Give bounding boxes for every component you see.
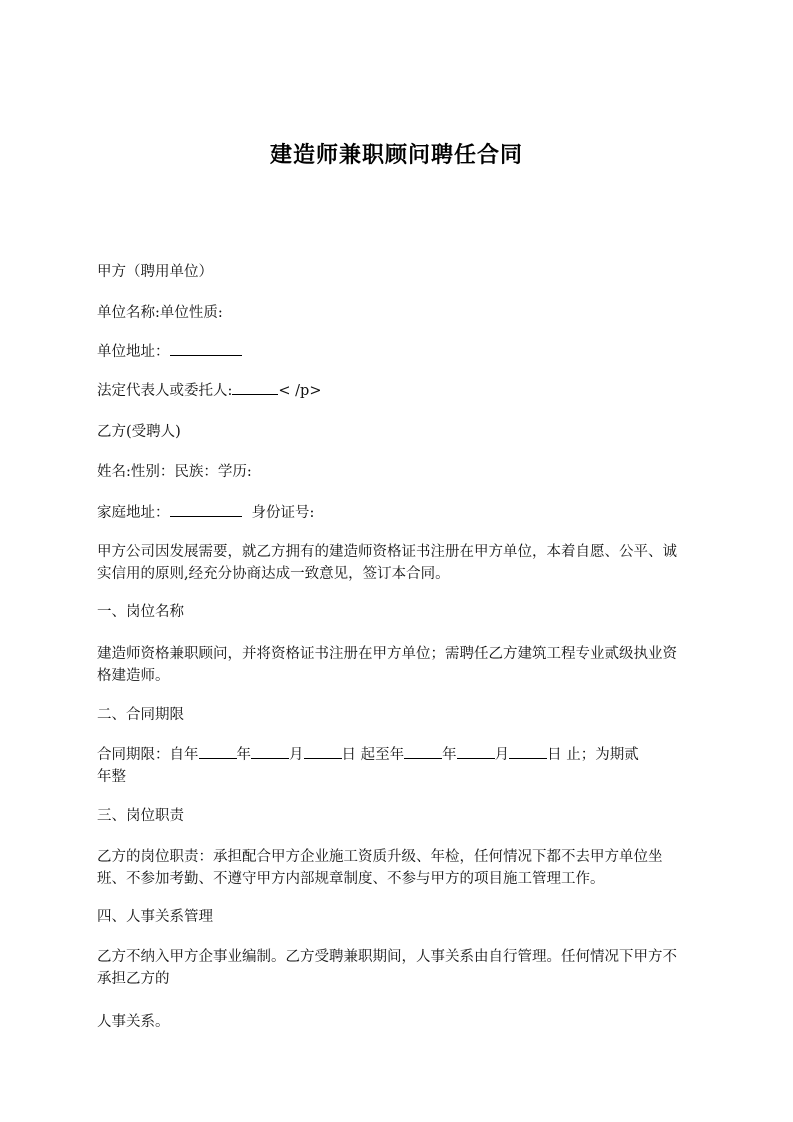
party-a-rep-blank <box>232 380 278 395</box>
section-4-continuation: 人事关系。 <box>97 1014 170 1030</box>
party-b-address-label: 家庭地址： <box>97 505 170 521</box>
party-b-heading: 乙方(受聘人) <box>97 424 181 440</box>
section-2-heading: 二、合同期限 <box>97 707 184 723</box>
term-text-8: 年整 <box>97 769 126 785</box>
end-day-blank <box>509 744 547 759</box>
section-4-heading: 四、人事关系管理 <box>97 909 213 925</box>
party-b-address-blank <box>170 502 242 517</box>
term-text-6: 月 <box>494 747 510 763</box>
term-text-3: 月 <box>289 747 304 763</box>
section-1-body: 建造师资格兼职顾问，并将资格证书注册在甲方单位；需聘任乙方建筑工程专业贰级执业资格建造师。 <box>97 646 677 684</box>
section-4-body: 乙方不纳入甲方企事业编制。乙方受聘兼职期间，人事关系由自行管理。任何情况下甲方不承担乙方的 <box>97 949 677 987</box>
party-a-address-line <box>97 341 689 363</box>
term-text-5: 年 <box>442 747 457 763</box>
start-month-blank <box>251 744 289 759</box>
start-day-blank <box>304 744 342 759</box>
party-a-rep-line <box>97 380 689 402</box>
party-a-address-blank <box>170 341 242 356</box>
term-text-1: 合同期限：自年 <box>97 747 199 763</box>
section-2-body <box>97 744 689 788</box>
section-1-heading: 一、岗位名称 <box>97 604 184 620</box>
term-text-4: 日 起至年 <box>341 747 405 763</box>
term-text-7: 日 止；为期贰 <box>547 747 639 763</box>
party-a-rep-suffix: < /p> <box>278 383 322 399</box>
term-text-2: 年 <box>236 747 251 763</box>
party-a-heading: 甲方（聘用单位） <box>97 264 213 280</box>
section-3-heading: 三、岗位职责 <box>97 808 184 824</box>
intro-paragraph: 甲方公司因发展需要，就乙方拥有的建造师资格证书注册在甲方单位，本着自愿、公平、诚实信用的原则,经充分协商达成一致意见，签订本合同。 <box>97 544 677 582</box>
end-month-blank <box>457 744 495 759</box>
party-a-address-label: 单位地址： <box>97 344 170 360</box>
party-b-id-label: 身份证号: <box>251 505 315 521</box>
party-a-name-nature: 单位名称:单位性质: <box>97 305 223 321</box>
end-year-blank <box>404 744 442 759</box>
party-b-address-line <box>97 502 689 524</box>
party-a-rep-label: 法定代表人或委托人: <box>97 383 233 399</box>
document-title: 建造师兼职顾问聘任合同 <box>269 143 523 168</box>
party-b-info: 姓名:性别：民族：学历: <box>97 464 252 480</box>
section-3-body: 乙方的岗位职责：承担配合甲方企业施工资质升级、年检，任何情况下都不去甲方单位坐班、不参加考勤、不遵守甲方内部规章制度、不参与甲方的项目施工管理工作。 <box>97 849 663 887</box>
start-year-blank <box>199 744 237 759</box>
